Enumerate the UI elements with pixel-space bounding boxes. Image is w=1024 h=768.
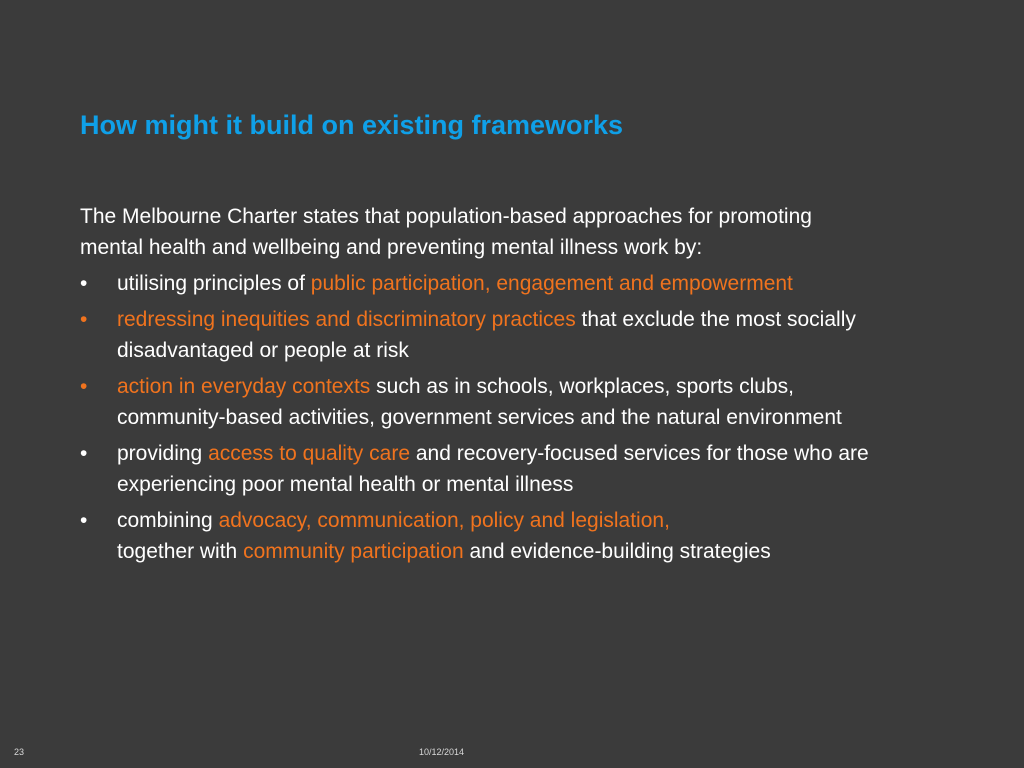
slide-body [80,201,880,572]
highlight-text: access to quality care [208,442,410,465]
slide-date: 10/12/2014 [419,747,465,757]
slide-title: How might it build on existing frameworks [80,110,624,140]
highlight-text: action in everyday contexts [117,375,371,398]
bullet-text: and evidence-building strategies [463,540,771,563]
bullet-list [80,268,880,567]
bullet-item-inequities [80,304,880,366]
bullet-marker: • [80,442,88,465]
intro-paragraph: The Melbourne Charter states that population-based approaches for promoting mental health and wellbeing and preventing mental illness work by: [80,205,812,259]
highlight-text: public participation, engagement and empowerment [310,272,793,295]
bullet-item-advocacy [80,505,880,567]
bullet-text: combining [117,509,219,532]
bullet-item-everyday-contexts [80,371,880,433]
bullet-marker: • [80,272,88,295]
highlight-text: redressing inequities and discriminatory practices [117,308,576,331]
bullet-item-participation [80,268,880,299]
highlight-text: community participation [243,540,464,563]
slide-number: 23 [14,747,25,757]
bullet-marker: • [80,308,88,331]
bullet-text: together with [117,540,244,563]
bullet-item-quality-care [80,438,880,500]
bullet-text: utilising principles of [117,272,311,295]
bullet-marker: • [80,375,88,398]
highlight-text: advocacy, communication, policy and legislation, [218,509,670,532]
bullet-text: providing [117,442,209,465]
bullet-text: and recovery-focused services for those who are experiencing poor mental health or mental illness [117,442,869,496]
bullet-marker: • [80,509,88,532]
bullet-text: that exclude the most socially disadvantaged or people at risk [117,308,856,362]
bullet-text: such as in schools, workplaces, sports clubs, community-based activities, government services and the natural environment [117,375,842,429]
